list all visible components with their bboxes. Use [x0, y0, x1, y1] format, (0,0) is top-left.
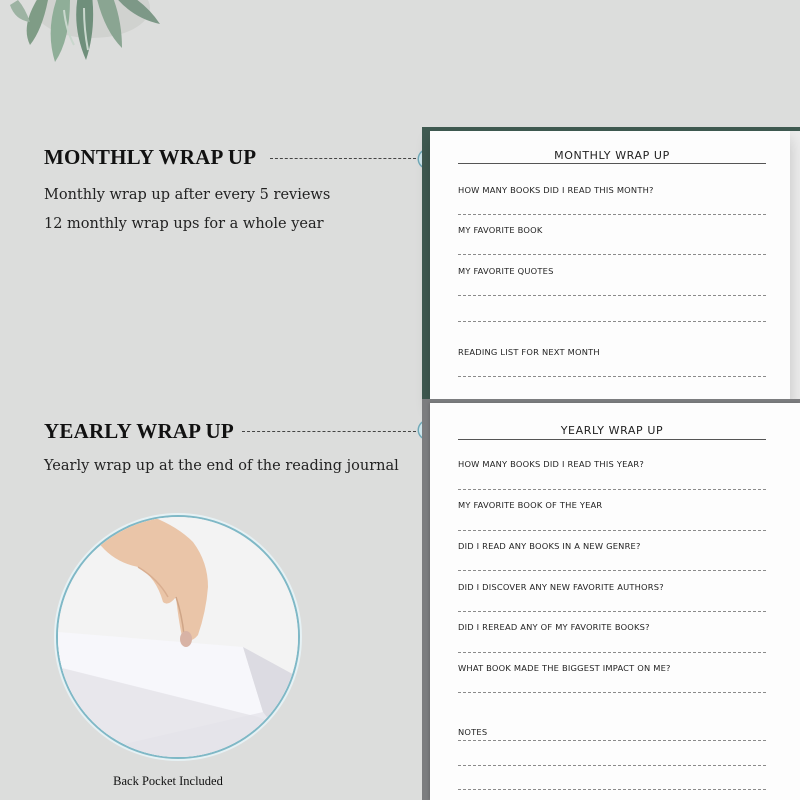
monthly-journal-page — [430, 131, 790, 403]
answer-line — [458, 611, 766, 612]
monthly-page-title: MONTHLY WRAP UP — [554, 149, 670, 162]
monthly-question: READING LIST FOR NEXT MONTH — [458, 347, 600, 357]
monthly-question: MY FAVORITE BOOK — [458, 225, 543, 235]
yearly-question: HOW MANY BOOKS DID I READ THIS YEAR? — [458, 459, 644, 469]
yearly-heading: YEARLY WRAP UP — [44, 419, 234, 443]
yearly-question: MY FAVORITE BOOK OF THE YEAR — [458, 500, 603, 510]
answer-line — [458, 692, 766, 693]
yearly-title-rule — [458, 439, 766, 440]
notes-line — [458, 789, 766, 790]
monthly-page-edge — [790, 131, 800, 403]
answer-line — [458, 254, 766, 255]
yearly-page-title: YEARLY WRAP UP — [560, 424, 664, 437]
notes-line — [458, 740, 766, 741]
yearly-question: DID I REREAD ANY OF MY FAVORITE BOOKS? — [458, 622, 650, 632]
yearly-question: WHAT BOOK MADE THE BIGGEST IMPACT ON ME? — [458, 663, 671, 673]
monthly-description-line-2: 12 monthly wrap ups for a whole year — [44, 216, 324, 232]
yearly-description-line-1: Yearly wrap up at the end of the reading journal — [44, 458, 399, 474]
answer-line — [458, 295, 766, 296]
notes-line — [458, 765, 766, 766]
answer-line — [458, 376, 766, 377]
hand-with-pocket-illustration — [58, 517, 298, 757]
answer-line — [458, 489, 766, 490]
yearly-journal-page — [430, 403, 800, 800]
answer-line — [458, 214, 766, 215]
answer-line — [458, 321, 766, 322]
monthly-heading: MONTHLY WRAP UP — [44, 145, 257, 169]
monthly-leader-line — [270, 158, 416, 159]
yearly-question: DID I READ ANY BOOKS IN A NEW GENRE? — [458, 541, 641, 551]
yearly-question: DID I DISCOVER ANY NEW FAVORITE AUTHORS? — [458, 582, 664, 592]
monthly-title-rule — [458, 163, 766, 164]
answer-line — [458, 530, 766, 531]
back-pocket-photo — [58, 517, 298, 757]
monthly-question: HOW MANY BOOKS DID I READ THIS MONTH? — [458, 185, 654, 195]
monthly-question: MY FAVORITE QUOTES — [458, 266, 554, 276]
answer-line — [458, 652, 766, 653]
back-pocket-caption: Back Pocket Included — [113, 774, 223, 788]
answer-line — [458, 570, 766, 571]
yearly-leader-line — [242, 431, 416, 432]
monthly-description-line-1: Monthly wrap up after every 5 reviews — [44, 187, 331, 203]
yearly-question: NOTES — [458, 727, 488, 737]
succulent-plant-image — [0, 0, 170, 70]
